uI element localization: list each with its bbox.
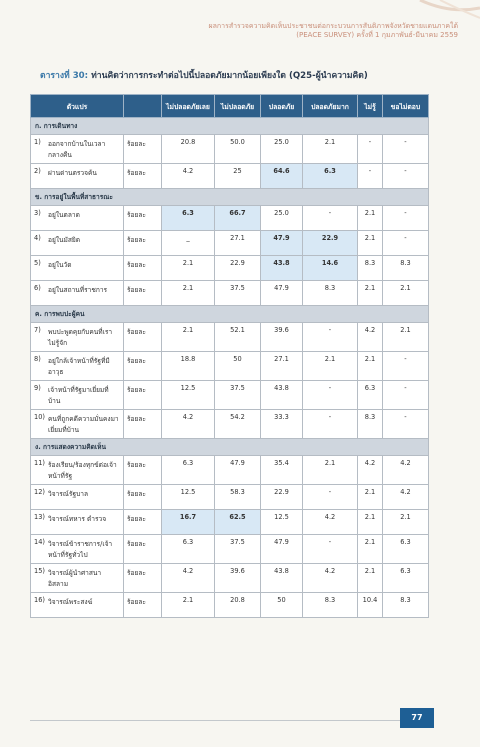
- value-cell: 4.2: [162, 564, 215, 593]
- value-cell: 4.2: [383, 485, 429, 510]
- value-cell: 12.5: [261, 510, 303, 535]
- row-number: 12): [34, 488, 45, 496]
- table-title: [40, 68, 368, 82]
- value-cell: 4.2: [303, 564, 358, 593]
- value-cell: -: [383, 206, 429, 231]
- table-number: ตารางที่ 30:: [40, 71, 89, 81]
- running-header: [209, 22, 458, 40]
- row-number: 8): [34, 355, 41, 363]
- row-number: 1): [34, 138, 41, 146]
- value-cell: -: [358, 135, 383, 164]
- table-body: [31, 118, 429, 618]
- section-heading-row: [31, 189, 429, 206]
- value-cell: 2.1: [358, 352, 383, 381]
- table-row: [31, 535, 429, 564]
- row-number: 16): [34, 596, 45, 604]
- value-cell: 25: [215, 164, 261, 189]
- value-cell: 4.2: [162, 410, 215, 439]
- row-number: 11): [34, 459, 45, 467]
- value-cell: -: [303, 206, 358, 231]
- value-cell: 8.3: [303, 593, 358, 618]
- value-cell: 6.3: [162, 456, 215, 485]
- value-cell: 4.2: [358, 456, 383, 485]
- value-cell: 54.2: [215, 410, 261, 439]
- row-number: 6): [34, 284, 41, 292]
- table-row: [31, 564, 429, 593]
- col-header: [124, 95, 162, 118]
- value-cell: 8.3: [383, 593, 429, 618]
- unit-cell: ร้อยละ: [124, 206, 162, 231]
- unit-cell: ร้อยละ: [124, 564, 162, 593]
- header-row: [31, 95, 429, 118]
- value-cell: 47.9: [215, 456, 261, 485]
- value-cell: 43.8: [261, 564, 303, 593]
- row-label-cell: [31, 164, 124, 189]
- section-heading: ง. การแสดงความคิดเห็น: [31, 439, 429, 456]
- row-label-cell: [31, 535, 124, 564]
- value-cell: 4.2: [303, 510, 358, 535]
- table-row: [31, 323, 429, 352]
- value-cell: -: [303, 381, 358, 410]
- value-cell: 2.1: [358, 510, 383, 535]
- value-cell: 22.9: [215, 256, 261, 281]
- header-line-1: ผลการสำรวจความคิดเห็นประชาชนต่อกระบวนการสันติภาพจังหวัดชายแดนภาคใต้: [208, 22, 458, 30]
- table-caption: ท่านคิดว่าการกระทำต่อไปนี้ปลอดภัยมากน้อยเพียงใด (Q25-ผู้นำความคิด): [91, 71, 368, 81]
- table-row: [31, 510, 429, 535]
- value-cell: 50: [261, 593, 303, 618]
- value-cell: 2.1: [358, 535, 383, 564]
- footer-rule: [30, 720, 400, 721]
- unit-cell: ร้อยละ: [124, 593, 162, 618]
- value-cell: 43.8: [261, 381, 303, 410]
- row-label: วิจารณ์รัฐบาล: [48, 490, 89, 498]
- value-cell: 18.8: [162, 352, 215, 381]
- row-label-cell: [31, 256, 124, 281]
- value-cell: 62.5: [215, 510, 261, 535]
- value-cell: -: [358, 164, 383, 189]
- unit-cell: ร้อยละ: [124, 352, 162, 381]
- unit-cell: ร้อยละ: [124, 535, 162, 564]
- unit-cell: ร้อยละ: [124, 410, 162, 439]
- value-cell: 6.3: [162, 206, 215, 231]
- value-cell: -: [303, 410, 358, 439]
- value-cell: 47.9: [261, 231, 303, 256]
- value-cell: 37.5: [215, 535, 261, 564]
- section-heading: ก. การเดินทาง: [31, 118, 429, 135]
- row-label: อยู่ในมัสยิด: [48, 236, 81, 244]
- col-header: ตัวแปร: [31, 95, 124, 118]
- row-label-cell: [31, 564, 124, 593]
- col-header: ปลอดภัย: [261, 95, 303, 118]
- table-row: [31, 410, 429, 439]
- unit-cell: ร้อยละ: [124, 281, 162, 306]
- section-heading: ค. การพบปะผู้คน: [31, 306, 429, 323]
- value-cell: 35.4: [261, 456, 303, 485]
- row-label-cell: [31, 381, 124, 410]
- value-cell: 2.1: [383, 510, 429, 535]
- value-cell: 39.6: [215, 564, 261, 593]
- row-label: ร้องเรียน/ร้องทุกข์ต่อเจ้าหน้าที่รัฐ: [48, 461, 117, 480]
- col-header: ไม่ปลอดภัยเลย: [162, 95, 215, 118]
- row-number: 7): [34, 326, 41, 334]
- table-row: [31, 593, 429, 618]
- unit-cell: ร้อยละ: [124, 323, 162, 352]
- value-cell: 8.3: [383, 256, 429, 281]
- value-cell: -: [303, 485, 358, 510]
- unit-cell: ร้อยละ: [124, 381, 162, 410]
- col-header: ปลอดภัยมาก: [303, 95, 358, 118]
- value-cell: 4.2: [383, 456, 429, 485]
- value-cell: 64.6: [261, 164, 303, 189]
- value-cell: 47.9: [261, 281, 303, 306]
- value-cell: 50: [215, 352, 261, 381]
- unit-cell: ร้อยละ: [124, 231, 162, 256]
- col-header: ไม่รู้: [358, 95, 383, 118]
- table-row: [31, 281, 429, 306]
- value-cell: 2.1: [303, 352, 358, 381]
- row-label: คนที่ถูกคดีความมั่นคงมาเยี่ยมที่บ้าน: [48, 415, 119, 434]
- row-label: ผ่านด่านตรวจค้น: [48, 169, 97, 177]
- section-heading: ข. การอยู่ในพื้นที่สาธารณะ: [31, 189, 429, 206]
- value-cell: 27.1: [261, 352, 303, 381]
- value-cell: -: [383, 381, 429, 410]
- value-cell: 37.5: [215, 381, 261, 410]
- row-label: วิจารณ์ทหาร ตำรวจ: [48, 515, 107, 523]
- unit-cell: ร้อยละ: [124, 164, 162, 189]
- value-cell: 6.3: [383, 564, 429, 593]
- value-cell: 16.7: [162, 510, 215, 535]
- value-cell: 2.1: [162, 256, 215, 281]
- row-label-cell: [31, 281, 124, 306]
- row-label: อยู่ใกล้เจ้าหน้าที่รัฐที่มีอาวุธ: [48, 357, 110, 376]
- row-label: พบปะพูดคุยกับคนที่เราไม่รู้จัก: [48, 328, 113, 347]
- value-cell: 37.5: [215, 281, 261, 306]
- survey-table: [30, 94, 429, 618]
- row-number: 14): [34, 538, 45, 546]
- value-cell: 20.8: [162, 135, 215, 164]
- row-label-cell: [31, 410, 124, 439]
- value-cell: 2.1: [303, 456, 358, 485]
- value-cell: 52.1: [215, 323, 261, 352]
- value-cell: -: [383, 410, 429, 439]
- row-label-cell: [31, 206, 124, 231]
- value-cell: 2.1: [358, 231, 383, 256]
- row-label: เจ้าหน้าที่รัฐมาเยี่ยมที่บ้าน: [48, 386, 109, 405]
- row-label: วิจารณ์พระสงฆ์: [48, 598, 93, 606]
- value-cell: 66.7: [215, 206, 261, 231]
- value-cell: 50.0: [215, 135, 261, 164]
- row-label-cell: [31, 456, 124, 485]
- value-cell: 4.2: [162, 164, 215, 189]
- unit-cell: ร้อยละ: [124, 256, 162, 281]
- table-row: [31, 456, 429, 485]
- unit-cell: ร้อยละ: [124, 135, 162, 164]
- section-heading-row: [31, 306, 429, 323]
- value-cell: -: [383, 164, 429, 189]
- row-number: 4): [34, 234, 41, 242]
- value-cell: 2.1: [383, 323, 429, 352]
- value-cell: 8.3: [303, 281, 358, 306]
- value-cell: 6.3: [383, 535, 429, 564]
- table-row: [31, 381, 429, 410]
- value-cell: 12.5: [162, 485, 215, 510]
- table-row: [31, 352, 429, 381]
- value-cell: 47.9: [261, 535, 303, 564]
- value-cell: 27.1: [215, 231, 261, 256]
- value-cell: 20.8: [215, 593, 261, 618]
- row-number: 9): [34, 384, 41, 392]
- value-cell: 2.1: [303, 135, 358, 164]
- row-label-cell: [31, 352, 124, 381]
- unit-cell: ร้อยละ: [124, 485, 162, 510]
- value-cell: 6.3: [303, 164, 358, 189]
- row-number: 5): [34, 259, 41, 267]
- value-cell: 22.9: [303, 231, 358, 256]
- table-row: [31, 206, 429, 231]
- value-cell: -: [383, 231, 429, 256]
- value-cell: -: [303, 535, 358, 564]
- table-row: [31, 164, 429, 189]
- row-label: อยู่ในสถานที่ราชการ: [48, 286, 108, 294]
- table-row: [31, 485, 429, 510]
- unit-cell: ร้อยละ: [124, 510, 162, 535]
- value-cell: -: [383, 135, 429, 164]
- row-label-cell: [31, 510, 124, 535]
- value-cell: 2.1: [358, 564, 383, 593]
- row-label: ออกจากบ้านในเวลากลางคืน: [48, 140, 106, 159]
- col-header: ไม่ปลอดภัย: [215, 95, 261, 118]
- value-cell: 14.6: [303, 256, 358, 281]
- value-cell: 8.3: [358, 256, 383, 281]
- value-cell: 6.3: [358, 381, 383, 410]
- value-cell: 2.1: [162, 281, 215, 306]
- table-row: [31, 256, 429, 281]
- row-label: อยู่ในวัด: [48, 261, 72, 269]
- section-heading-row: [31, 118, 429, 135]
- value-cell: _: [162, 231, 215, 256]
- value-cell: 25.0: [261, 135, 303, 164]
- value-cell: 6.3: [162, 535, 215, 564]
- row-number: 15): [34, 567, 45, 575]
- value-cell: -: [383, 352, 429, 381]
- value-cell: 25.0: [261, 206, 303, 231]
- page-number: 77: [400, 708, 434, 728]
- value-cell: 2.1: [358, 485, 383, 510]
- value-cell: 2.1: [162, 593, 215, 618]
- row-label: วิจารณ์ข้าราชการ/เจ้าหน้าที่รัฐทั่วไป: [48, 540, 113, 559]
- row-label-cell: [31, 323, 124, 352]
- row-label-cell: [31, 135, 124, 164]
- value-cell: 39.6: [261, 323, 303, 352]
- row-number: 13): [34, 513, 45, 521]
- table-row: [31, 135, 429, 164]
- value-cell: 10.4: [358, 593, 383, 618]
- value-cell: 43.8: [261, 256, 303, 281]
- row-number: 2): [34, 167, 41, 175]
- value-cell: 12.5: [162, 381, 215, 410]
- table-row: [31, 231, 429, 256]
- row-label-cell: [31, 593, 124, 618]
- row-number: 10): [34, 413, 45, 421]
- row-label: วิจารณ์ผู้นำศาสนาอิสลาม: [48, 569, 102, 588]
- value-cell: 2.1: [383, 281, 429, 306]
- value-cell: 58.3: [215, 485, 261, 510]
- value-cell: 2.1: [358, 281, 383, 306]
- row-number: 3): [34, 209, 41, 217]
- value-cell: 22.9: [261, 485, 303, 510]
- value-cell: 33.3: [261, 410, 303, 439]
- col-header: ขอไม่ตอบ: [383, 95, 429, 118]
- unit-cell: ร้อยละ: [124, 456, 162, 485]
- row-label: อยู่ในตลาด: [48, 211, 80, 219]
- value-cell: 8.3: [358, 410, 383, 439]
- value-cell: 2.1: [162, 323, 215, 352]
- header-line-2: (PEACE SURVEY) ครั้งที่ 1 กุมภาพันธ์-มีนาคม 2559: [296, 31, 458, 39]
- section-heading-row: [31, 439, 429, 456]
- value-cell: -: [303, 323, 358, 352]
- value-cell: 2.1: [358, 206, 383, 231]
- row-label-cell: [31, 231, 124, 256]
- value-cell: 4.2: [358, 323, 383, 352]
- row-label-cell: [31, 485, 124, 510]
